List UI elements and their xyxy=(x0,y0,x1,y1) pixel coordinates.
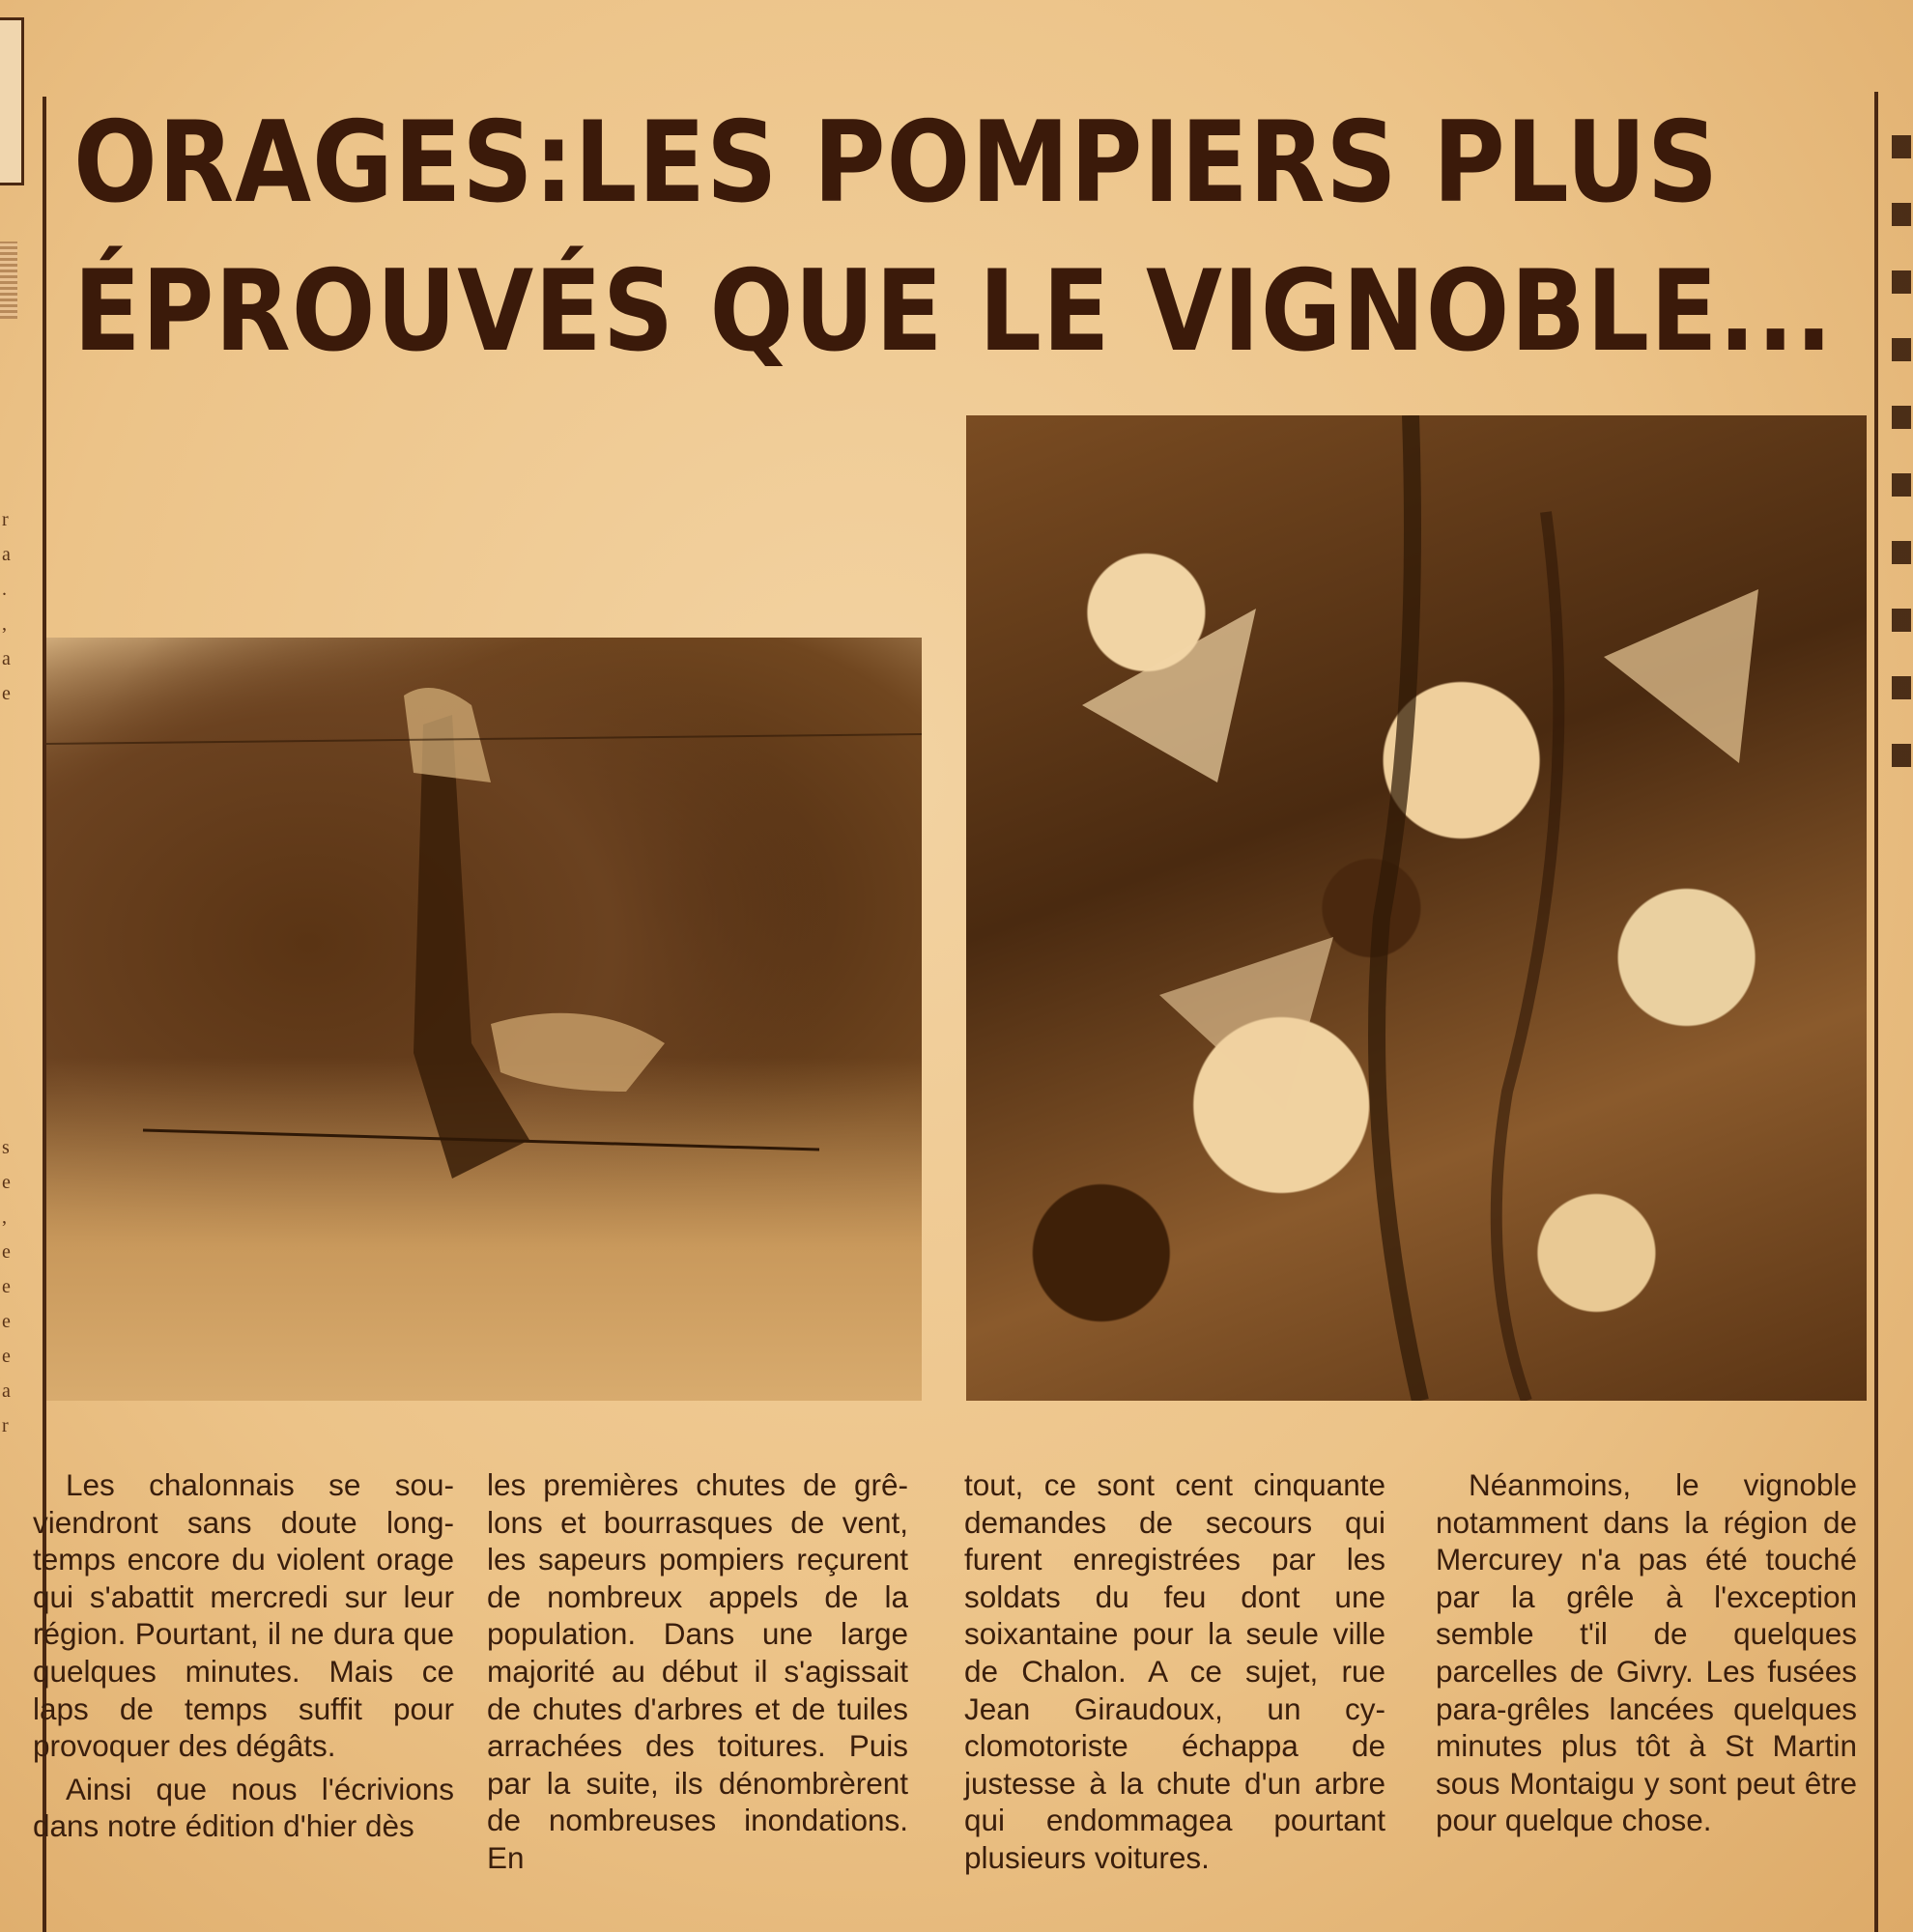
adjacent-article-shading xyxy=(0,242,17,319)
adjacent-article-box xyxy=(0,17,24,185)
article-column-4 xyxy=(1436,1466,1857,1839)
article-headline xyxy=(73,89,1834,386)
paragraph: Les chalonnais se souviendront sans doute longtemps encore du violent orage qui s'abattit mercredi sur leur région. Pourtant, il ne dura que quelques minutes. Mais ce laps de temps suffit pour provoquer des dégâts. xyxy=(33,1467,454,1764)
adjacent-article-headline-fragment xyxy=(1892,135,1911,811)
photo-illustration xyxy=(966,415,1867,1401)
adjacent-column-fragment-lower: s e , e e e e a r xyxy=(2,1137,11,1436)
adjacent-column-fragment-upper: r a . , a e xyxy=(2,509,11,704)
column-rule-right xyxy=(1874,92,1878,1932)
paragraph: les premières chutes de grêlons et bourrasques de vent, les sapeurs pompiers reçurent de nombreux appels de la population. Dans une large majorité au début il s'agissait de chutes d'arbres et de tuiles arrachées des toitures. Puis par la suite, ils dénombrèrent de nombreuses inondations. En xyxy=(487,1467,908,1875)
storm-damaged-tree-photo xyxy=(46,638,922,1401)
vine-leaves-photo xyxy=(966,415,1867,1401)
paragraph: Ainsi que nous l'écrivions dans notre édition d'hier dès xyxy=(33,1771,454,1844)
article-column-1 xyxy=(33,1466,454,1845)
headline-line-1: ORAGES:LES POMPIERS PLUS xyxy=(73,98,1720,228)
paragraph: tout, ce sont cent cinquante demandes de secours qui furent enregistrées par les soldats du feu dont une soixantaine pour la seule ville de Chalon. A ce sujet, rue Jean Giraudoux, un cyclomotoriste échappa de justesse à la chute d'un arbre qui endommagea pourtant plusieurs voitures. xyxy=(964,1467,1385,1875)
article-column-3 xyxy=(964,1466,1385,1877)
article-column-2 xyxy=(487,1466,908,1877)
headline-line-2: ÉPROUVÉS QUE LE VIGNOBLE... xyxy=(73,246,1834,377)
photo-illustration xyxy=(46,638,922,1401)
paragraph: Néanmoins, le vignoble notamment dans la région de Mercurey n'a pas été touché par la grêle à l'exception semble t'il de quelques parcelles de Givry. Les fusées para-grêles lancées quelques minutes plus tôt à St Martin sous Montaigu y sont peut être pour quelque chose. xyxy=(1436,1467,1857,1838)
article-body xyxy=(33,1466,1869,1911)
